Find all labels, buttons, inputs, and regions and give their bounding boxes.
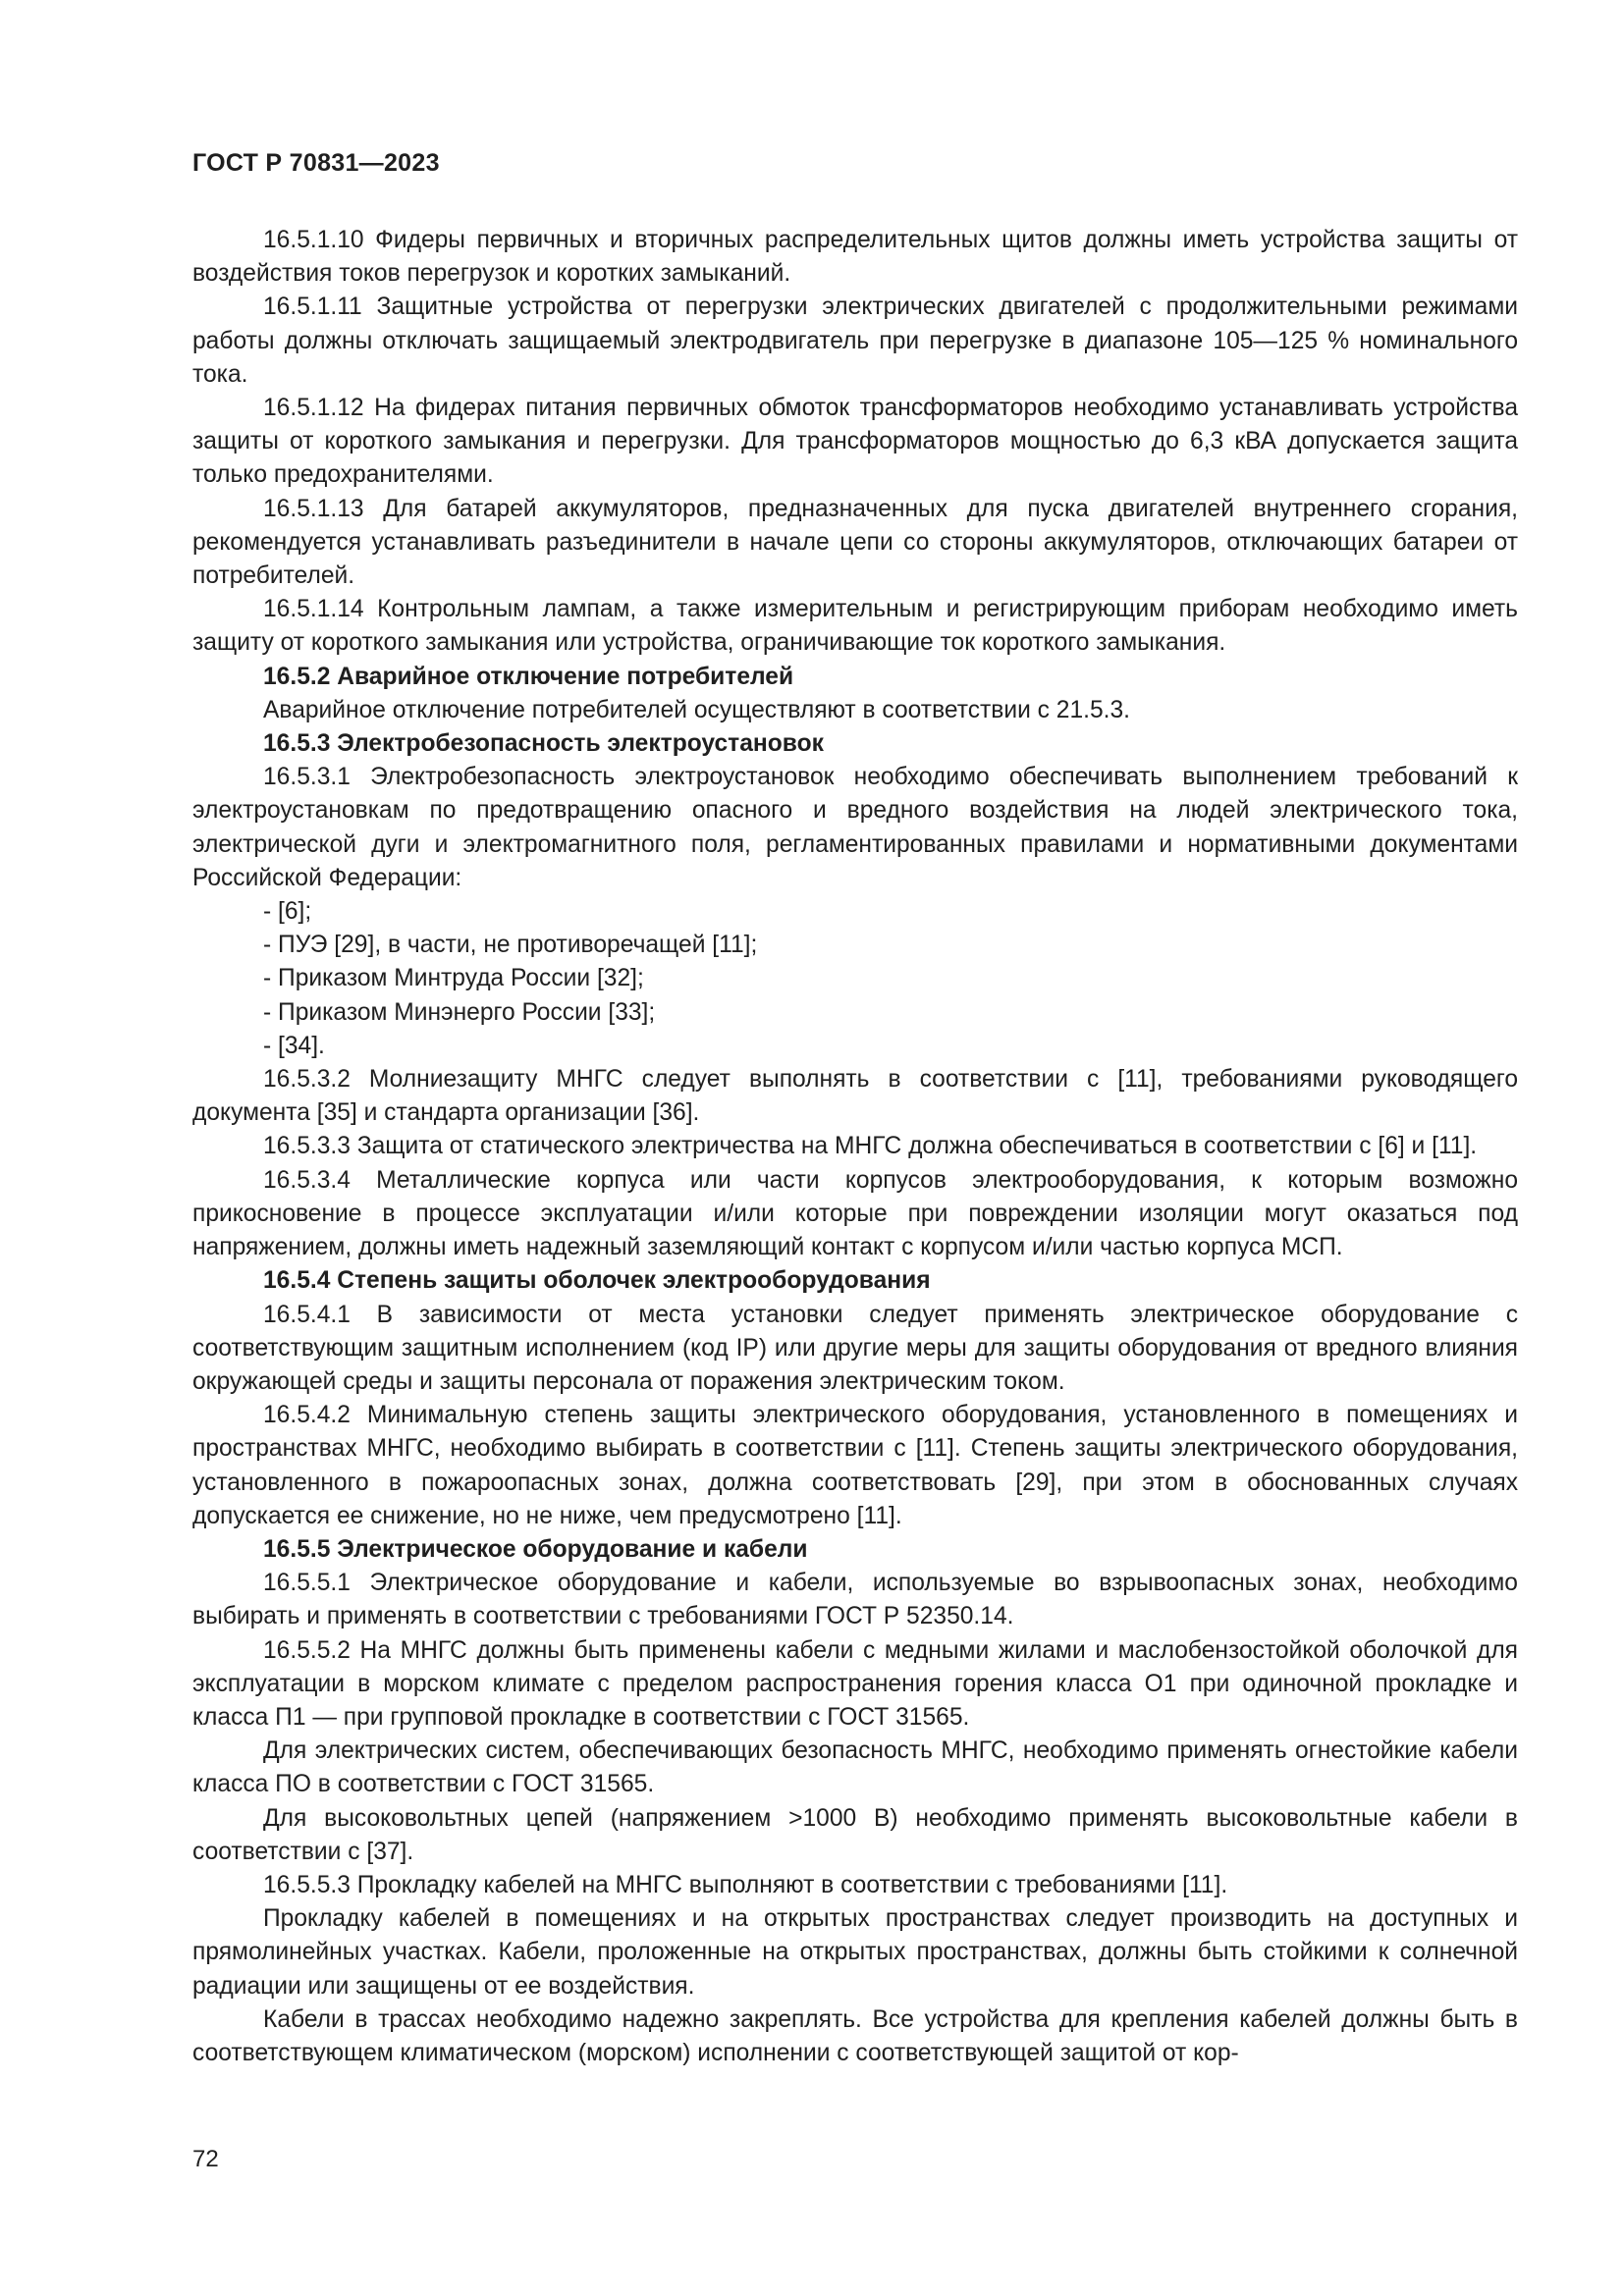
paragraph-cable-laying: Прокладку кабелей в помещениях и на открытых пространствах следует производить на доступных и прямолинейных участках. Кабели, проложенные на открытых пространствах, должны быть стойкими к солнечной радиации или защищены от ее воздействия. <box>192 1905 1518 2000</box>
document-body <box>192 224 1518 2070</box>
paragraph-16-5-3-3: 16.5.3.3 Защита от статического электричества на МНГС должна обеспечиваться в соответствии с [6] и [11]. <box>263 1133 1478 1160</box>
paragraph-16-5-3-4: 16.5.3.4 Металлические корпуса или части корпусов электрооборудования, к которым возможно прикосновение в процессе эксплуатации и/или которые при повреждении изоляции могут оказаться под напряжением, должны иметь надежный заземляющий контакт с корпусом и/или частью корпуса МСП. <box>192 1166 1518 1261</box>
list-item: - Приказом Минэнерго России [33]; <box>263 998 656 1026</box>
paragraph-16-5-5-2: 16.5.5.2 На МНГС должны быть применены кабели с медными жилами и маслобензостойкой оболочкой для эксплуатации в морском климате с пределом распространения горения класса О1 при одиночной прокладке и класса П1 — при групповой прокладке в соответствии с ГОСТ 31565. <box>192 1636 1518 1731</box>
paragraph-16-5-3-2: 16.5.3.2 Молниезащиту МНГС следует выполнять в соответствии с [11], требованиями руководящего документа [35] и стандарта организации [36]. <box>192 1066 1518 1127</box>
paragraph-16-5-1-14: 16.5.1.14 Контрольным лампам, а также измерительным и регистрирующим приборам необходимо иметь защиту от короткого замыкания или устройства, ограничивающие ток короткого замыкания. <box>192 596 1518 657</box>
paragraph-high-voltage-cables: Для высоковольтных цепей (напряжением >1000 В) необходимо применять высоковольтные кабели в соответствии с [37]. <box>192 1804 1518 1865</box>
paragraph-16-5-1-10: 16.5.1.10 Фидеры первичных и вторичных распределительных щитов должны иметь устройства защиты от воздействия токов перегрузок и коротких замыканий. <box>192 227 1518 288</box>
list-item: - [6]; <box>263 898 312 926</box>
paragraph-16-5-4-2: 16.5.4.2 Минимальную степень защиты электрического оборудования, установленного в помещениях и пространствах МНГС, необходимо выбирать в соответствии с [11]. Степень защиты электрического оборудования, установленного в пожароопасных зонах, должна соответствовать [29], при этом в обоснованных случаях допускается ее снижение, но не ниже, чем предусмотрено [11]. <box>192 1402 1518 1529</box>
paragraph-16-5-4-1: 16.5.4.1 В зависимости от места установки следует применять электрическое оборудование с соответствующим защитным исполнением (код IP) или другие меры для защиты оборудования от вредного влияния окружающей среды и защиты персонала от поражения электрическим током. <box>192 1301 1518 1395</box>
section-heading-16-5-3: 16.5.3 Электробезопасность электроустановок <box>263 730 824 758</box>
section-heading-16-5-2: 16.5.2 Аварийное отключение потребителей <box>263 663 794 690</box>
section-heading-16-5-4: 16.5.4 Степень защиты оболочек электрооборудования <box>263 1267 931 1295</box>
paragraph-cable-fastening: Кабели в трассах необходимо надежно закреплять. Все устройства для крепления кабелей должны быть в соответствующем климатическом (морском) исполнении с соответствующей защитой от кор- <box>192 2005 1518 2066</box>
section-heading-16-5-5: 16.5.5 Электрическое оборудование и кабели <box>263 1535 808 1563</box>
paragraph-16-5-5-1: 16.5.5.1 Электрическое оборудование и кабели, используемые во взрывоопасных зонах, необходимо выбирать и применять в соответствии с требованиями ГОСТ Р 52350.14. <box>192 1570 1518 1630</box>
list-item: - ПУЭ [29], в части, не противоречащей [11]; <box>263 932 758 959</box>
paragraph-16-5-2-text: Аварийное отключение потребителей осуществляют в соответствии с 21.5.3. <box>263 696 1130 723</box>
paragraph-16-5-5-3: 16.5.5.3 Прокладку кабелей на МНГС выполняют в соответствии с требованиями [11]. <box>263 1871 1228 1898</box>
document-code-header: ГОСТ Р 70831—2023 <box>192 149 440 177</box>
paragraph-fire-resistant-cables: Для электрических систем, обеспечивающих безопасность МНГС, необходимо применять огнестойкие кабели класса ПО в соответствии с ГОСТ 31565. <box>192 1737 1518 1798</box>
paragraph-16-5-1-11: 16.5.1.11 Защитные устройства от перегрузки электрических двигателей с продолжительными режимами работы должны отключать защищаемый электродвигатель при перегрузке в диапазоне 105—125 % номинального тока. <box>192 294 1518 388</box>
page-number: 72 <box>192 2146 219 2172</box>
paragraph-16-5-1-12: 16.5.1.12 На фидерах питания первичных обмоток трансформаторов необходимо устанавливать устройства защиты от короткого замыкания и перегрузки. Для трансформаторов мощностью до 6,3 кВА допускается защита только предохранителями. <box>192 395 1518 489</box>
paragraph-16-5-1-13: 16.5.1.13 Для батарей аккумуляторов, предназначенных для пуска двигателей внутреннего сгорания, рекомендуется устанавливать разъединители в начале цепи со стороны аккумуляторов, отключающих батареи от потребителей. <box>192 495 1518 590</box>
list-item: - [34]. <box>263 1032 325 1059</box>
list-item: - Приказом Минтруда России [32]; <box>263 965 644 992</box>
paragraph-16-5-3-1: 16.5.3.1 Электробезопасность электроустановок необходимо обеспечивать выполнением требований к электроустановкам по предотвращению опасного и вредного воздействия на людей электрического тока, электрической дуги и электромагнитного поля, регламентированных правилами и нормативными документами Российской Федерации: <box>192 764 1518 891</box>
